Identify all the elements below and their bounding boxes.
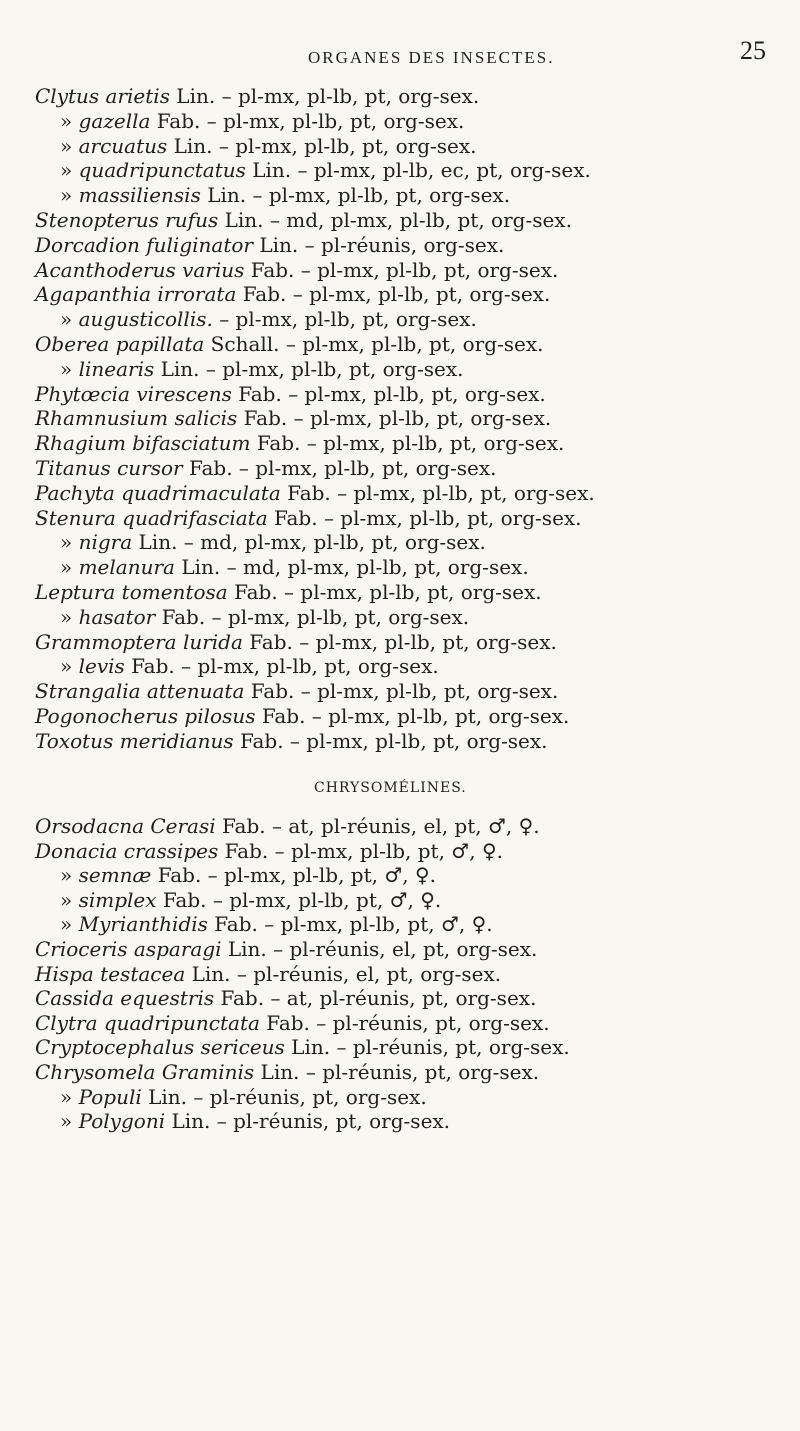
entry-line	[35, 431, 564, 455]
entry-line	[60, 555, 529, 579]
entry-line	[60, 888, 441, 912]
entry-details: Lin. – pl-réunis, el, pt, org-sex.	[221, 937, 538, 961]
species-name: arcuatus	[78, 133, 168, 158]
species-name: Myrianthidis	[78, 912, 208, 937]
species-name: Chrysomela Graminis	[35, 1060, 255, 1084]
ditto-mark: »	[60, 108, 79, 133]
entry-line	[60, 912, 493, 936]
entry-line	[60, 357, 463, 381]
entry-line	[60, 109, 464, 133]
species-name: Cassida equestris	[35, 986, 215, 1011]
running-head: ORGANES DES INSECTES.	[308, 48, 555, 67]
ditto-mark: »	[60, 530, 79, 555]
species-name: Clytus arietis	[35, 84, 170, 108]
entry-line	[35, 481, 595, 505]
entry-details: Lin. – pl-réunis, pt, org-sex.	[254, 1060, 540, 1084]
ditto-mark: »	[60, 863, 79, 888]
entry-details: Fab. – pl-mx, pl-lb, pt, org-sex.	[124, 654, 439, 679]
entry-details: Lin. – md, pl-mx, pl-lb, pt, org-sex.	[174, 555, 529, 580]
ditto-mark: »	[60, 356, 79, 381]
species-name: Orsodacna Cerasi	[35, 814, 216, 838]
ditto-mark: »	[60, 183, 79, 208]
entry-line	[35, 84, 479, 108]
entry-line	[35, 1011, 550, 1035]
entry-line	[35, 704, 569, 728]
entry-details: Fab. – pl-mx, pl-lb, pt, org-sex.	[244, 257, 559, 282]
species-name: Crioceris asparagi	[35, 937, 222, 961]
entry-line	[35, 814, 540, 838]
species-name: Titanus cursor	[35, 456, 183, 480]
entry-line	[60, 863, 436, 887]
ditto-mark: »	[60, 133, 79, 158]
species-name: Oberea papillata	[35, 332, 205, 356]
species-name: Grammoptera lurida	[35, 629, 243, 654]
entry-line	[35, 208, 572, 232]
entry-details: Fab. – pl-mx, pl-lb, pt, org-sex.	[255, 704, 570, 728]
entry-line	[60, 183, 510, 207]
entry-line	[60, 307, 477, 331]
entry-details: Lin. – pl-mx, pl-lb, ec, pt, org-sex.	[245, 158, 591, 183]
entry-details: Fab. – pl-mx, pl-lb, pt, ♂, ♀.	[151, 863, 436, 888]
entry-details: Fab. – pl-mx, pl-lb, pt, org-sex.	[155, 604, 470, 629]
entry-details: Lin. – pl-réunis, pt, org-sex.	[284, 1035, 570, 1060]
species-name: simplex	[78, 887, 157, 912]
entry-line	[35, 506, 582, 530]
entry-line	[60, 158, 591, 182]
entry-line	[60, 530, 486, 554]
species-name: linearis	[78, 356, 155, 381]
species-name: Toxotus meridianus	[35, 728, 234, 753]
entry-line	[60, 134, 477, 158]
entry-details: Fab. – pl-mx, pl-lb, pt, org-sex.	[182, 456, 497, 480]
entry-details: Fab. – pl-mx, pl-lb, pt, org-sex.	[233, 728, 548, 753]
entry-details: Fab. – at, pl-réunis, el, pt, ♂, ♀.	[215, 814, 540, 838]
entry-details: Lin. – pl-mx, pl-lb, pt, org-sex.	[169, 84, 480, 108]
entry-details: Fab. – pl-mx, pl-lb, pt, org-sex.	[242, 629, 557, 654]
species-name: Cryptocephalus sericeus	[35, 1035, 285, 1060]
species-name: levis	[78, 654, 125, 679]
species-name: hasator	[78, 604, 156, 629]
entry-details: Lin. – pl-mx, pl-lb, pt, org-sex.	[200, 183, 511, 208]
species-name: Pogonocherus pilosus	[35, 704, 256, 728]
species-name: Hispa testacea	[35, 961, 186, 986]
species-name: Agapanthia irrorata	[35, 282, 237, 307]
entry-details: Lin. – pl-réunis, org-sex.	[252, 232, 505, 257]
ditto-mark: »	[60, 158, 79, 183]
entry-line	[35, 679, 558, 703]
species-name: massiliensis	[78, 183, 201, 208]
entry-details: Fab. – pl-mx, pl-lb, pt, org-sex.	[244, 679, 559, 704]
entry-details: Fab. – pl-mx, pl-lb, pt, org-sex.	[267, 505, 582, 530]
ditto-mark: »	[60, 912, 79, 937]
entry-details: Fab. – pl-mx, pl-lb, pt, ♂, ♀.	[156, 887, 442, 912]
entry-details: Lin. – md, pl-mx, pl-lb, pt, org-sex.	[218, 208, 572, 232]
entry-details: Fab. – pl-mx, pl-lb, pt, org-sex.	[280, 480, 595, 505]
entry-details: Fab. – pl-mx, pl-lb, pt, org-sex.	[227, 580, 542, 604]
species-name: Phytœcia virescens	[35, 381, 232, 406]
species-name: Acanthoderus varius	[35, 257, 245, 282]
entry-line	[35, 986, 536, 1010]
entry-details: Lin. – pl-mx, pl-lb, pt, org-sex.	[167, 133, 477, 158]
entry-details: Schall. – pl-mx, pl-lb, pt, org-sex.	[204, 332, 544, 356]
entry-details: Lin. – pl-réunis, pt, org-sex.	[165, 1109, 451, 1134]
entry-line	[35, 258, 558, 282]
entry-details: Lin. – pl-réunis, pt, org-sex.	[141, 1084, 427, 1109]
ditto-mark: »	[60, 604, 79, 629]
species-name: quadripunctatus	[78, 158, 246, 183]
species-name: Leptura tomentosa	[35, 580, 228, 604]
species-name: augusticollis.	[78, 307, 213, 332]
entry-details: Fab. – pl-mx, pl-lb, pt, org-sex.	[236, 282, 551, 307]
ditto-mark: »	[60, 307, 79, 332]
entry-line	[35, 406, 551, 430]
entry-details: Fab. – at, pl-réunis, pt, org-sex.	[214, 986, 537, 1011]
entry-line	[35, 937, 537, 961]
species-name: semnæ	[78, 863, 152, 888]
entry-details: Fab. – pl-mx, pl-lb, pt, org-sex.	[150, 108, 465, 133]
entry-line	[35, 456, 497, 480]
ditto-mark: »	[60, 887, 79, 912]
species-name: Rhamnusium salicis	[35, 406, 238, 431]
species-name: Clytra quadripunctata	[35, 1010, 260, 1035]
entry-line	[35, 332, 544, 356]
species-name: Donacia crassipes	[35, 838, 219, 863]
entry-details: Fab. – pl-mx, pl-lb, pt, ♂, ♀.	[218, 838, 503, 863]
species-name: Stenura quadrifasciata	[35, 505, 268, 530]
species-name: melanura	[78, 555, 175, 580]
entry-line	[60, 1109, 450, 1133]
ditto-mark: »	[60, 1084, 79, 1109]
species-name: gazella	[78, 108, 151, 133]
entry-details: Lin. – md, pl-mx, pl-lb, pt, org-sex.	[132, 530, 486, 555]
species-name: Strangalia attenuata	[35, 679, 245, 704]
species-name: nigra	[78, 530, 133, 555]
ditto-mark: »	[60, 1109, 79, 1134]
entry-details: – pl-mx, pl-lb, pt, org-sex.	[212, 307, 477, 332]
entry-line	[60, 605, 469, 629]
species-name: Dorcadion fuliginator	[35, 232, 253, 257]
entry-line	[35, 580, 542, 604]
entry-line	[35, 839, 503, 863]
entry-details: Fab. – pl-mx, pl-lb, pt, ♂, ♀.	[207, 912, 493, 937]
entry-line	[35, 630, 557, 654]
entry-line	[35, 1035, 570, 1059]
entry-details: Fab. – pl-mx, pl-lb, pt, org-sex.	[231, 381, 546, 406]
species-name: Polygoni	[78, 1109, 166, 1134]
entry-line	[35, 729, 548, 753]
entry-details: Lin. – pl-mx, pl-lb, pt, org-sex.	[154, 356, 464, 381]
entry-line	[35, 233, 504, 257]
entry-details: Fab. – pl-mx, pl-lb, pt, org-sex.	[250, 431, 565, 456]
entry-line	[35, 962, 501, 986]
species-name: Populi	[78, 1084, 142, 1109]
entry-line	[60, 1085, 427, 1109]
ditto-mark: »	[60, 555, 79, 580]
entry-line	[35, 1060, 539, 1084]
entry-line	[35, 282, 550, 306]
species-name: Pachyta quadrimaculata	[35, 480, 281, 505]
entry-details: Fab. – pl-mx, pl-lb, pt, org-sex.	[237, 406, 552, 431]
species-name: Stenopterus rufus	[35, 208, 219, 232]
ditto-mark: »	[60, 654, 79, 679]
page-number: 25	[740, 36, 766, 65]
entry-details: Lin. – pl-réunis, el, pt, org-sex.	[185, 961, 502, 986]
entry-line	[60, 654, 439, 678]
entry-details: Fab. – pl-réunis, pt, org-sex.	[259, 1010, 550, 1035]
section-heading: CHRYSOMÉLINES.	[314, 780, 467, 796]
entry-line	[35, 382, 546, 406]
species-name: Rhagium bifasciatum	[35, 431, 251, 456]
